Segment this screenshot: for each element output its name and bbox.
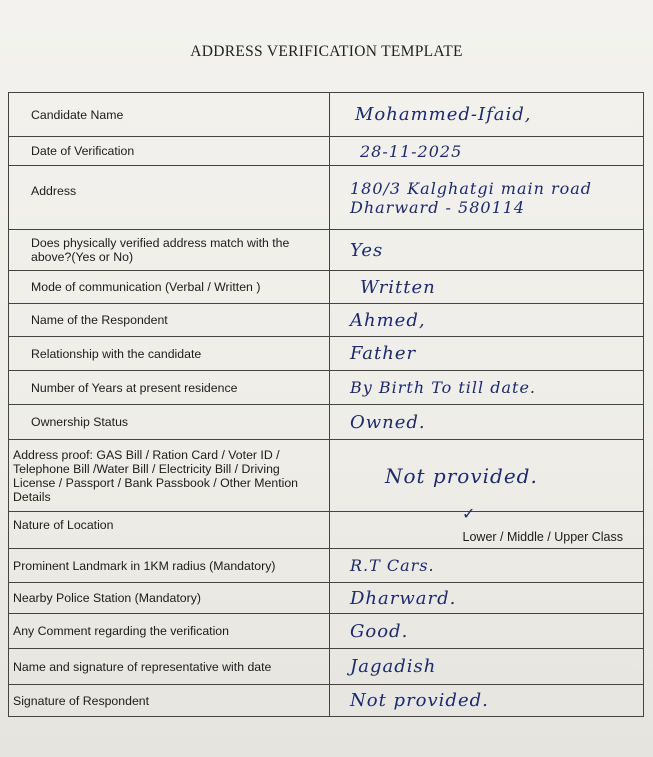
row-value	[330, 649, 644, 685]
handwritten-value: 28-11-2025	[360, 141, 463, 161]
row-value	[330, 371, 644, 405]
row-label: Nature of Location	[9, 512, 330, 549]
row-value	[330, 614, 644, 649]
handwritten-value: Not provided.	[350, 690, 489, 711]
handwritten-value: Mohammed-Ifaid,	[355, 104, 532, 125]
row-label: Address proof: GAS Bill / Ration Card / Voter ID / Telephone Bill /Water Bill / Electricity Bill / Driving License / Passport / Bank Passbook / Other Mention Details	[9, 440, 330, 512]
handwritten-value: Father	[350, 343, 417, 364]
row-value	[330, 337, 644, 371]
handwritten-value: Owned.	[350, 411, 426, 433]
form-title: ADDRESS VERIFICATION TEMPLATE	[190, 43, 463, 60]
row-value	[330, 93, 644, 137]
handwritten-value: Ahmed,	[350, 309, 426, 331]
row-label: Signature of Respondent	[9, 685, 330, 717]
row-label: Relationship with the candidate	[9, 337, 330, 371]
table-row	[9, 405, 644, 440]
table-row	[9, 166, 644, 230]
row-label: Date of Verification	[9, 137, 330, 166]
row-label: Name of the Respondent	[9, 304, 330, 337]
row-value	[330, 137, 644, 166]
row-value	[330, 405, 644, 440]
row-label: Nearby Police Station (Mandatory)	[9, 583, 330, 614]
row-value	[330, 685, 644, 717]
row-label: Does physically verified address match with the above?(Yes or No)	[9, 230, 330, 271]
table-row	[9, 549, 644, 583]
table-row	[9, 685, 644, 717]
row-label: Prominent Landmark in 1KM radius (Mandatory)	[9, 549, 330, 583]
row-label: Address	[9, 166, 330, 230]
handwritten-value: Not provided.	[385, 463, 538, 488]
table-row	[9, 371, 644, 405]
row-value	[330, 304, 644, 337]
row-value	[330, 166, 644, 230]
handwritten-value: Written	[360, 276, 436, 298]
location-class-options: Lower / Middle / Upper Class	[462, 530, 623, 544]
table-row	[9, 440, 644, 512]
table-row	[9, 614, 644, 649]
handwritten-value: Dharward.	[350, 587, 457, 609]
table-row	[9, 583, 644, 614]
row-label: Ownership Status	[9, 405, 330, 440]
row-label: Any Comment regarding the verification	[9, 614, 330, 649]
handwritten-signature-value: Jagadish	[350, 656, 437, 677]
handwritten-value: Dharward - 580114	[350, 197, 526, 217]
row-value	[330, 549, 644, 583]
table-row	[9, 230, 644, 271]
table-row	[9, 93, 644, 137]
table-row	[9, 137, 644, 166]
table-row	[9, 304, 644, 337]
handwritten-value: Yes	[350, 239, 384, 261]
row-label: Candidate Name	[9, 93, 330, 137]
row-value	[330, 583, 644, 614]
handwritten-value: Good.	[350, 620, 409, 642]
row-label: Number of Years at present residence	[9, 371, 330, 405]
table-row	[9, 271, 644, 304]
row-label: Name and signature of representative with date	[9, 649, 330, 685]
table-row	[9, 512, 644, 549]
table-row	[9, 649, 644, 685]
row-value	[330, 230, 644, 271]
handwritten-value: 180/3 Kalghatgi main road	[350, 178, 593, 198]
handwritten-value: By Birth To till date.	[350, 378, 537, 397]
row-value	[330, 271, 644, 304]
handwritten-value: R.T Cars.	[350, 556, 435, 575]
checkmark-icon: ✓	[462, 506, 476, 523]
verification-table	[8, 92, 644, 717]
row-value	[330, 440, 644, 512]
table-row	[9, 337, 644, 371]
row-value	[330, 506, 644, 549]
row-label: Mode of communication (Verbal / Written )	[9, 271, 330, 304]
